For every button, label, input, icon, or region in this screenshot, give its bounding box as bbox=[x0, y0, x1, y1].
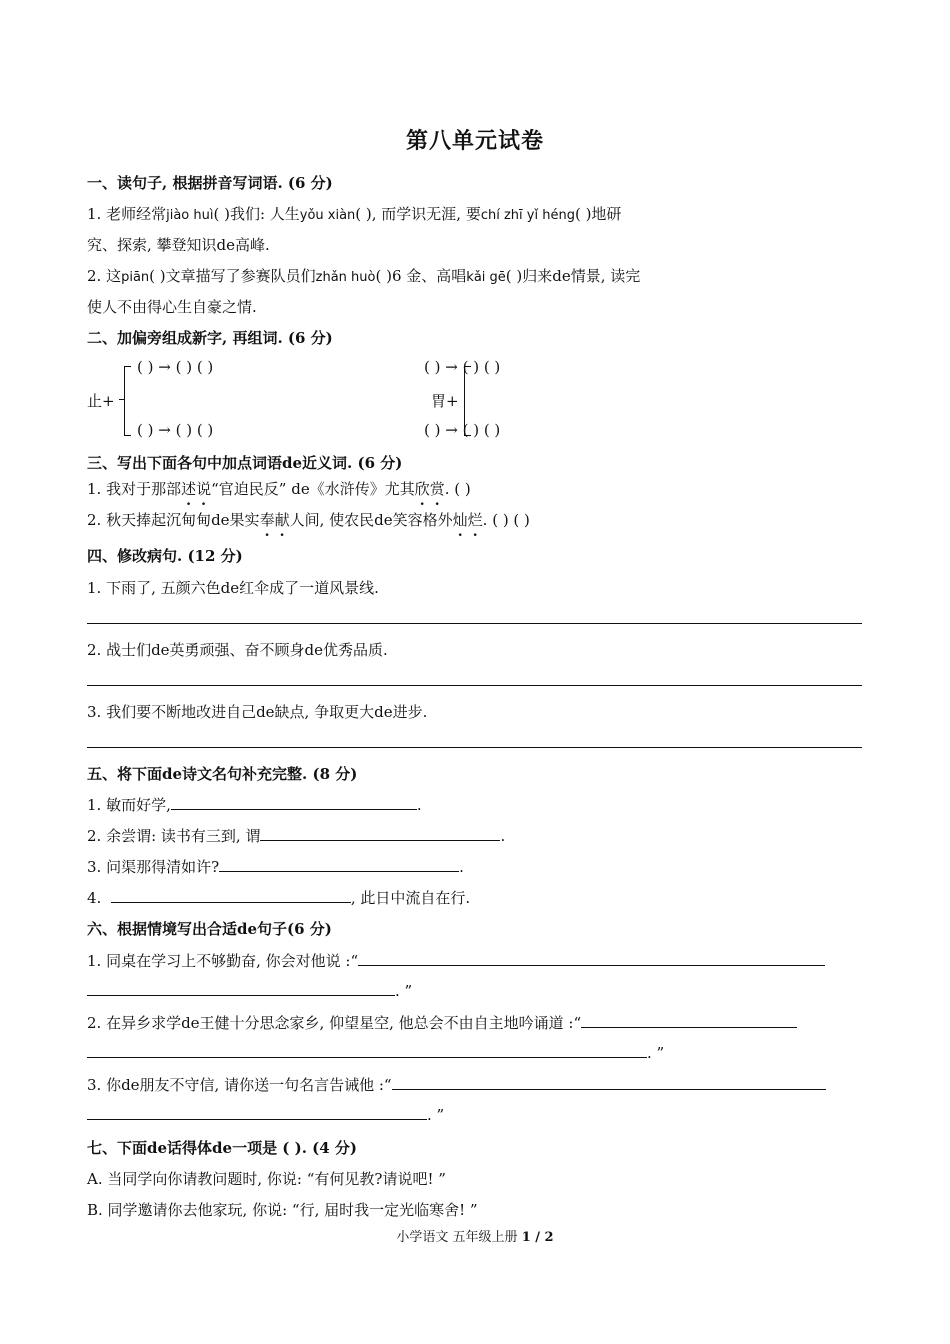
s7-option-b: B. 同学邀请你去他家玩, 你说: “行, 届时我一定光临寒舍! ” bbox=[87, 1201, 478, 1219]
dotted-char-shang: 赏 bbox=[429, 480, 445, 498]
pinyin-chizhiyiheng: chí zhī yǐ héng bbox=[480, 208, 575, 223]
s5-q3-text-a: 3. 问渠那得清如许? bbox=[87, 858, 220, 876]
s6-q1-text: 1. 同桌在学习上不够勤奋, 你会对他说 :“ bbox=[87, 952, 359, 970]
s4-answer-line-2[interactable] bbox=[87, 685, 862, 686]
s1-q2-text-b: ( )文章描写了参赛队员们 bbox=[149, 267, 316, 285]
s6-q3-blank-a[interactable] bbox=[392, 1075, 826, 1090]
s2-left-row-1: ( ) → ( ) ( ) bbox=[137, 358, 214, 376]
s6-q2-blank-a[interactable] bbox=[581, 1013, 797, 1028]
s5-q1-text-b: . bbox=[416, 796, 422, 814]
s5-q1-text-a: 1. 敏而好学, bbox=[87, 796, 171, 814]
page-title: 第八单元试卷 bbox=[405, 128, 544, 154]
s3-q2-text-a: 2. 秋天捧起沉甸甸de果实 bbox=[87, 511, 260, 529]
s4-question-1: 1. 下雨了, 五颜六色de红伞成了一道风景线. bbox=[87, 579, 379, 597]
left-brace bbox=[124, 366, 125, 436]
s3-q1-text-c: . ( ) bbox=[444, 480, 471, 498]
s3-q2-text-c: . ( ) ( ) bbox=[482, 511, 530, 529]
s6-q3-text: 3. 你de朋友不守信, 请你送一句名言告诫他 :“ bbox=[87, 1076, 392, 1094]
s5-question-3 bbox=[87, 856, 464, 877]
pinyin-kaige: kǎi gē bbox=[466, 270, 506, 285]
dotted-char-xian: 献 bbox=[274, 511, 290, 529]
s3-question-2 bbox=[87, 509, 530, 530]
s6-q1-blank-b[interactable] bbox=[87, 981, 395, 996]
s2-right-row-2: ( ) → ( ) ( ) bbox=[424, 421, 501, 439]
s1-q1-text-c: ( ), 而学识无涯, 要 bbox=[355, 205, 481, 223]
s5-question-4 bbox=[87, 887, 470, 908]
pinyin-zhanhuo: zhǎn huò bbox=[315, 270, 376, 285]
s1-question-1 bbox=[87, 203, 621, 224]
section-3-heading: 三、写出下面各句中加点词语de近义词. (6 分) bbox=[87, 454, 403, 472]
radical-wei-label: 胃+ bbox=[431, 392, 459, 410]
dotted-char-shu: 述 bbox=[181, 480, 197, 498]
s1-q1-text-d: ( )地研 bbox=[574, 205, 622, 223]
s1-q2-text-d: ( )归来de情景, 读完 bbox=[505, 267, 641, 285]
s6-q2-end: . ” bbox=[647, 1044, 665, 1062]
s5-q2-text-a: 2. 余尝谓: 读书有三到, 谓 bbox=[87, 827, 261, 845]
s1-question-2-cont: 使人不由得心生自豪之情. bbox=[87, 298, 257, 316]
section-1-heading: 一、读句子, 根据拼音写词语. (6 分) bbox=[87, 174, 333, 192]
radical-zhi-label: 止+ bbox=[87, 392, 115, 410]
dotted-char-shuo: 说 bbox=[196, 480, 212, 498]
s2-left-row-2: ( ) → ( ) ( ) bbox=[137, 421, 214, 439]
s5-question-1 bbox=[87, 794, 422, 815]
s6-q3-blank-b[interactable] bbox=[87, 1105, 427, 1120]
s3-q1-text-b: “官迫民反” de《水浒传》尤其 bbox=[211, 480, 415, 498]
s6-q2-blank-b[interactable] bbox=[87, 1043, 647, 1058]
dotted-char-can: 灿 bbox=[452, 511, 468, 529]
s4-question-3: 3. 我们要不断地改进自己de缺点, 争取更大de进步. bbox=[87, 703, 428, 721]
s1-question-1-cont: 究、探索, 攀登知识de高峰. bbox=[87, 236, 270, 254]
page-footer bbox=[0, 1226, 950, 1245]
section-4-heading: 四、修改病句. (12 分) bbox=[87, 547, 243, 565]
s6-q3-end: . ” bbox=[427, 1106, 445, 1124]
s6-q1-blank-a[interactable] bbox=[358, 951, 825, 966]
s5-q3-blank[interactable] bbox=[219, 857, 459, 872]
dotted-char-feng: 奉 bbox=[259, 511, 275, 529]
s1-question-2 bbox=[87, 265, 640, 286]
s1-q1-text-b: ( )我们: 人生 bbox=[213, 205, 300, 223]
footer-text: 小学语文 五年级上册 bbox=[396, 1230, 522, 1245]
s4-question-2: 2. 战士们de英勇顽强、奋不顾身de优秀品质. bbox=[87, 641, 388, 659]
s4-answer-line-3[interactable] bbox=[87, 747, 862, 748]
s5-q4-text-b: , 此日中流自在行. bbox=[350, 889, 471, 907]
s6-q1-end: . ” bbox=[395, 982, 413, 1000]
pinyin-jiaohui: jiào huì bbox=[166, 208, 214, 223]
s2-right-row-1: ( ) → ( ) ( ) bbox=[424, 358, 501, 376]
left-brace-top bbox=[124, 366, 131, 367]
s6-q2-text: 2. 在异乡求学de王健十分思念家乡, 仰望星空, 他总会不由自主地吟诵道 :“ bbox=[87, 1014, 582, 1032]
s3-q2-text-b: 人间, 使农民de笑容格外 bbox=[289, 511, 453, 529]
dotted-char-lan: 烂 bbox=[467, 511, 483, 529]
s1-q2-text-c: ( )6 金、高唱 bbox=[375, 267, 467, 285]
s5-q2-blank[interactable] bbox=[260, 826, 500, 841]
section-7-heading: 七、下面de话得体de一项是 ( ). (4 分) bbox=[87, 1139, 358, 1157]
section-2-heading: 二、加偏旁组成新字, 再组词. (6 分) bbox=[87, 329, 333, 347]
s5-q4-blank[interactable] bbox=[111, 888, 351, 903]
dotted-char-xin: 欣 bbox=[414, 480, 430, 498]
pinyin-pian: piān bbox=[121, 270, 150, 285]
footer-page-number: 1 / 2 bbox=[521, 1230, 554, 1245]
left-brace-mid bbox=[119, 399, 124, 400]
s6-question-2 bbox=[87, 1012, 797, 1033]
s3-q1-text-a: 1. 我对于那部 bbox=[87, 480, 182, 498]
s1-q2-text-a: 2. 这 bbox=[87, 267, 122, 285]
s5-question-2 bbox=[87, 825, 505, 846]
s3-question-1 bbox=[87, 478, 471, 499]
s5-q3-text-b: . bbox=[459, 858, 464, 876]
s6-question-3 bbox=[87, 1074, 826, 1095]
s6-question-1 bbox=[87, 950, 825, 971]
section-5-heading: 五、将下面de诗文名句补充完整. (8 分) bbox=[87, 765, 358, 783]
left-brace-bottom bbox=[124, 435, 131, 436]
s4-answer-line-1[interactable] bbox=[87, 623, 862, 624]
s1-q1-text-a: 1. 老师经常 bbox=[87, 205, 167, 223]
s7-option-a: A. 当同学向你请教问题时, 你说: “有何见教?请说吧! ” bbox=[87, 1170, 446, 1188]
s5-q1-blank[interactable] bbox=[171, 795, 417, 810]
s5-q4-text-a: 4. bbox=[87, 889, 102, 907]
s5-q2-text-b: . bbox=[500, 827, 506, 845]
section-6-heading: 六、根据情境写出合适de句子(6 分) bbox=[87, 920, 332, 938]
s6-question-3-cont bbox=[87, 1105, 444, 1124]
s6-question-2-cont bbox=[87, 1043, 664, 1062]
pinyin-youxian: yǒu xiàn bbox=[299, 208, 356, 223]
s6-question-1-cont bbox=[87, 981, 412, 1000]
